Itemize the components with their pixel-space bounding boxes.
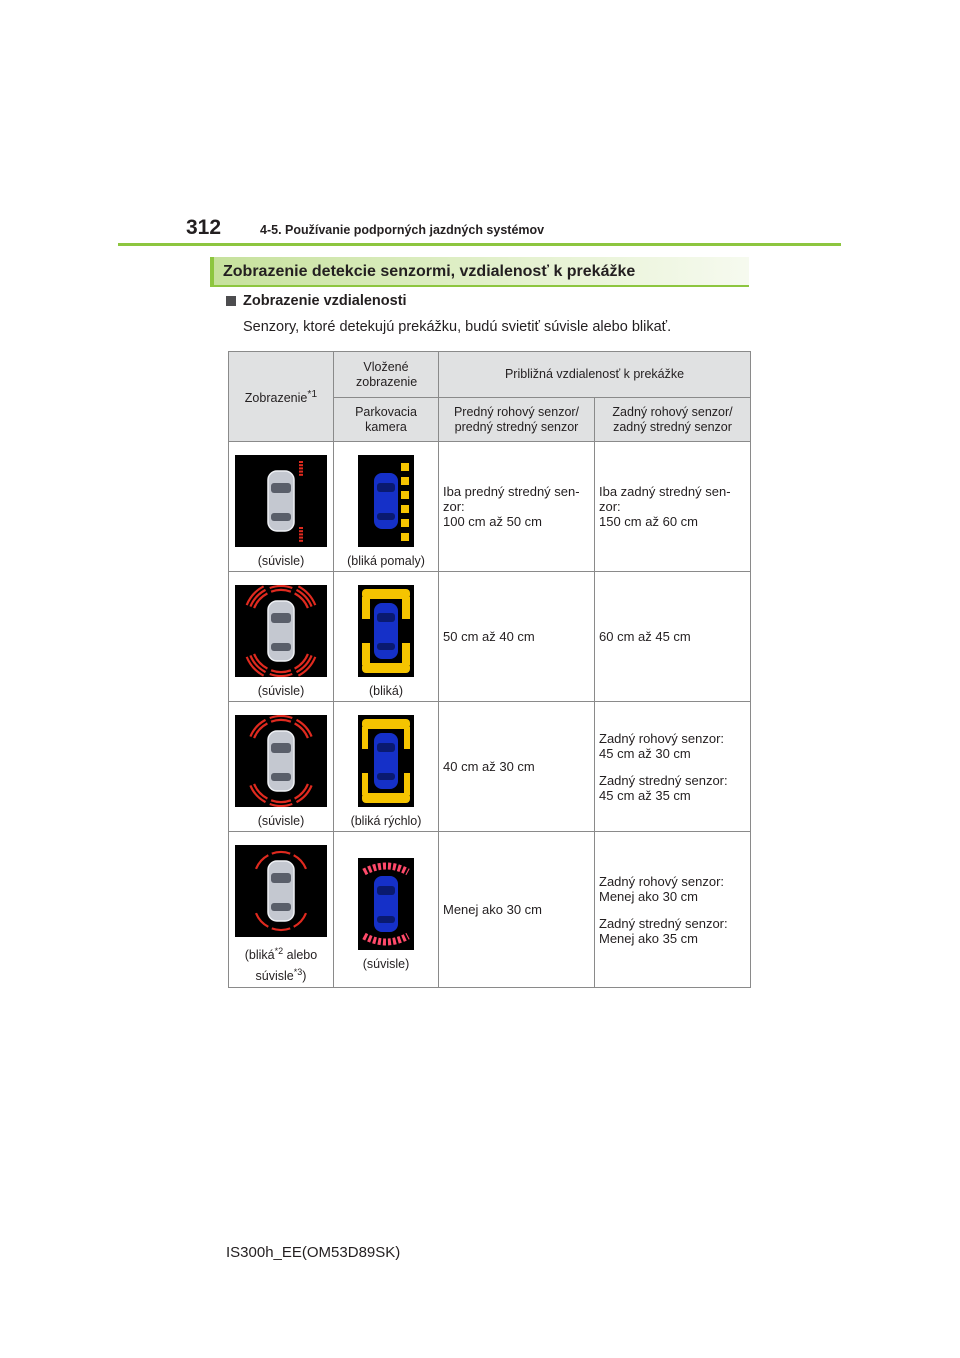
rear-sensor-segment (299, 530, 303, 532)
camera-cell (334, 832, 439, 988)
table-row (229, 702, 751, 832)
car-windshield (377, 613, 395, 622)
guide-side (402, 597, 410, 619)
camera-cell (334, 572, 439, 702)
rear-sensor-segment (299, 536, 303, 538)
guide-segment (401, 477, 409, 485)
car-windshield (271, 613, 291, 623)
header-inserted (334, 352, 439, 398)
rear-line: Iba zadný stredný sen- (599, 484, 731, 499)
front-distance-cell (439, 442, 595, 572)
rear-distance-cell (595, 832, 751, 988)
rear-line: 45 cm až 30 cm (599, 745, 691, 761)
car-windshield (271, 743, 291, 753)
camera-caption: (bliká pomaly) (347, 553, 425, 568)
car-rear-window (377, 513, 395, 520)
header-display (229, 352, 334, 442)
car-body (374, 473, 398, 529)
rear-sensor-segment (299, 527, 303, 529)
camera-caption: (bliká) (368, 683, 404, 698)
car-body (268, 601, 294, 661)
car-rear-window (271, 513, 291, 521)
camera-guide-icon (358, 585, 414, 677)
car-body (268, 731, 294, 791)
section-title: Zobrazenie detekcie senzormi, vzdialenosť k prekážke (223, 263, 636, 280)
car-body (374, 603, 398, 659)
display-caption (229, 943, 333, 983)
subsection-title: Zobrazenie vzdialenosti (243, 293, 407, 309)
front-distance-cell: 40 cm až 30 cm (439, 702, 595, 832)
distance-table (228, 351, 751, 988)
front-sensor-segment (299, 464, 303, 466)
front-line: 100 cm až 50 cm (443, 514, 542, 529)
display-caption: (súvisle) (257, 553, 305, 568)
display-cell (229, 702, 334, 832)
rear-line: Zadný stredný senzor: (599, 915, 728, 931)
rear-distance-cell (595, 442, 751, 572)
camera-guide-icon (358, 858, 414, 950)
caption-part: ) (302, 968, 307, 983)
front-line: zor: (443, 499, 465, 514)
guide-side (362, 597, 370, 619)
header-rule (118, 243, 841, 246)
car-body (268, 471, 294, 531)
guide-segment (401, 519, 409, 527)
header-camera (334, 398, 439, 442)
car-windshield (377, 483, 395, 492)
caption-note: *2 (274, 946, 284, 957)
car-rear-window (377, 916, 395, 923)
header-rear: Zadný rohový senzor/ zadný stredný senzor (595, 398, 751, 442)
guide-side (402, 643, 410, 665)
model-code: IS300h_EE(OM53D89SK) (226, 1244, 401, 1261)
front-sensor-segment (299, 467, 303, 469)
rear-guide (362, 793, 410, 803)
rear-line: Zadný rohový senzor: (599, 873, 725, 889)
display-cell (229, 572, 334, 702)
caption-part: alebo (283, 948, 318, 963)
rear-line: zor: (599, 499, 621, 514)
table-row (229, 832, 751, 988)
car-rear-window (377, 643, 395, 650)
car-windshield (271, 483, 291, 493)
car-rear-window (271, 643, 291, 651)
rear-line: Menej ako 30 cm (599, 888, 698, 904)
square-bullet-icon (226, 296, 236, 306)
sensor-display-icon (235, 845, 327, 937)
rear-distance-cell: 60 cm až 45 cm (595, 572, 751, 702)
caption-part: súvisle (255, 968, 294, 983)
page-number: 312 (186, 216, 222, 239)
rear-distance-cell (595, 702, 751, 832)
header-inserted-label: Vložené zobrazenie (356, 359, 418, 389)
front-distance-cell: Menej ako 30 cm (439, 832, 595, 988)
front-sensor-segment (299, 470, 303, 472)
rear-line: Zadný rohový senzor: (599, 730, 725, 746)
sensor-display-icon (235, 715, 327, 807)
guide-segment (401, 533, 409, 541)
guide-segment (401, 505, 409, 513)
header-distance: Približná vzdialenosť k prekážke (439, 352, 751, 398)
chapter-title: 4-5. Používanie podporných jazdných systémov (260, 223, 545, 237)
header-camera-label: Parkovacia kamera (355, 404, 417, 434)
intro-text: Senzory, ktoré detekujú prekážku, budú svietiť súvisle alebo blikať. (243, 319, 672, 335)
rear-line: Zadný stredný senzor: (599, 772, 728, 788)
camera-guide-icon (358, 715, 414, 807)
front-line: Iba predný stredný sen- (443, 484, 580, 499)
header-display-label: Zobrazenie (244, 391, 308, 406)
car-rear-window (271, 773, 291, 781)
camera-cell (334, 702, 439, 832)
guide-segment (401, 463, 409, 471)
rear-sensor-segment (299, 533, 303, 535)
car-body (374, 733, 398, 789)
car-body (268, 861, 294, 921)
car-windshield (377, 886, 395, 895)
sensor-display-icon (235, 585, 327, 677)
car-windshield (377, 743, 395, 752)
sensor-display-icon (235, 455, 327, 547)
caption-note: *3 (293, 966, 303, 977)
header-front: Predný rohový senzor/ predný stredný senzor (439, 398, 595, 442)
header-display-note: *1 (307, 388, 318, 400)
camera-guide-icon (358, 455, 414, 547)
camera-caption: (súvisle) (362, 956, 410, 971)
guide-side (404, 773, 410, 795)
guide-side (362, 773, 368, 795)
car-rear-window (271, 903, 291, 911)
front-sensor-segment (299, 473, 303, 475)
car-body (374, 876, 398, 932)
camera-caption: (bliká rýchlo) (350, 813, 422, 828)
display-cell (229, 442, 334, 572)
car-windshield (271, 873, 291, 883)
guide-side (362, 727, 368, 749)
caption-part: (bliká (244, 948, 275, 963)
rear-line: 150 cm až 60 cm (599, 514, 698, 529)
display-cell (229, 832, 334, 988)
rear-line: Menej ako 35 cm (599, 930, 698, 946)
display-caption: (súvisle) (257, 813, 305, 828)
camera-cell (334, 442, 439, 572)
table-row (229, 572, 751, 702)
guide-segment (401, 491, 409, 499)
front-guide (362, 719, 410, 729)
front-distance-cell: 50 cm až 40 cm (439, 572, 595, 702)
rear-line: 45 cm až 35 cm (599, 787, 691, 803)
car-rear-window (377, 773, 395, 780)
guide-side (362, 643, 370, 665)
table-row (229, 442, 751, 572)
guide-side (404, 727, 410, 749)
rear-sensor-segment (299, 539, 303, 541)
front-sensor-segment (299, 461, 303, 463)
display-caption: (súvisle) (257, 683, 305, 698)
